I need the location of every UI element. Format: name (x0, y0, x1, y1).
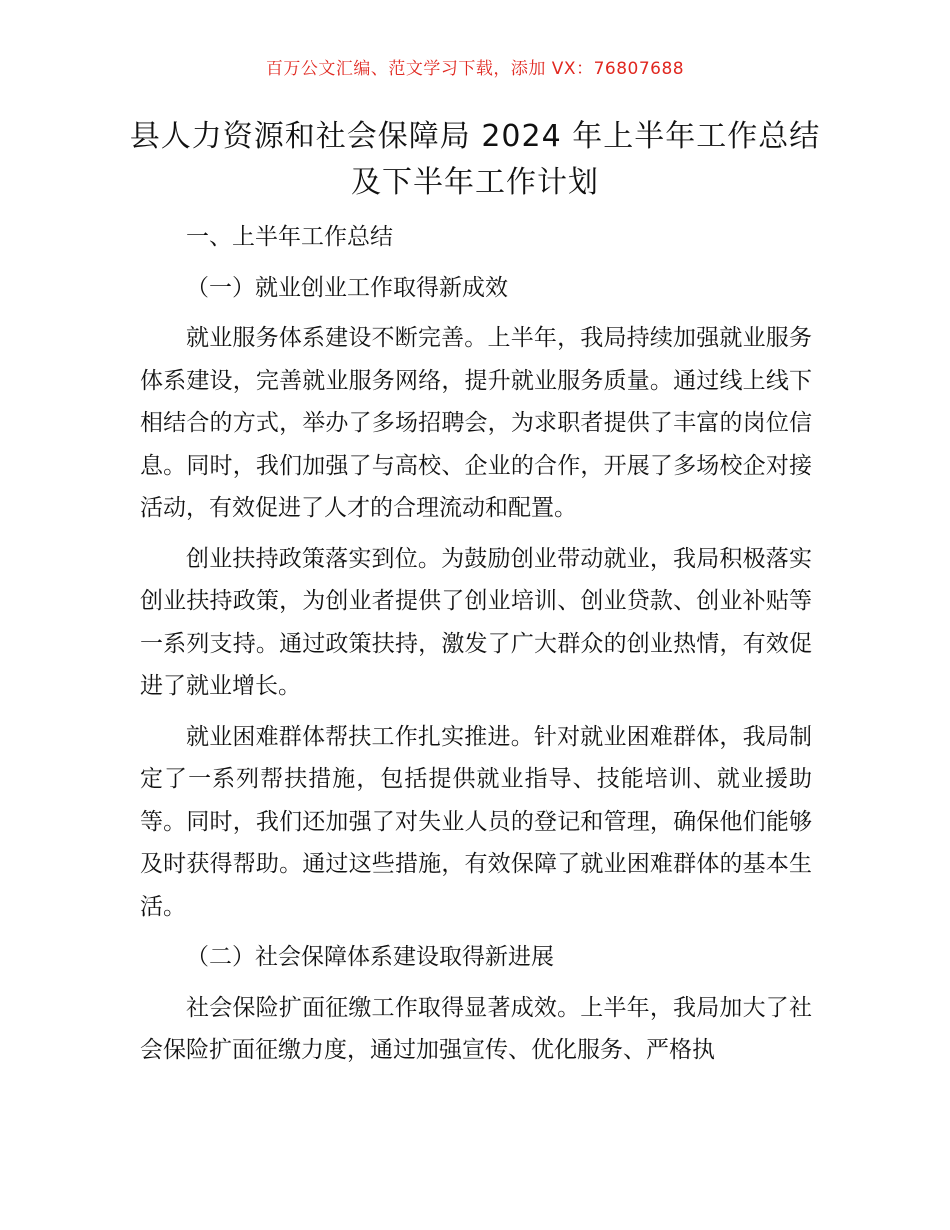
paragraph: 社会保险扩面征缴工作取得显著成效。上半年，我局加大了社会保险扩面征缴力度，通过加强宣传、优化服务、严格执 (140, 994, 812, 1063)
paragraph: 就业困难群体帮扶工作扎实推进。针对就业困难群体，我局制定了一系列帮扶措施，包括提供就业指导、技能培训、就业援助等。同时，我们还加强了对失业人员的登记和管理，确保他们能够及时获得帮助。通过这些措施，有效保障了就业困难群体的基本生活。 (140, 723, 812, 920)
subsection-heading-2: （二）社会保障体系建设取得新进展 (186, 944, 554, 970)
document-body (140, 216, 812, 1080)
watermark-banner: 百万公文汇编、范文学习下载，添加 VX：76807688 (265, 59, 685, 79)
section-heading-1: 一、上半年工作总结 (186, 224, 393, 250)
paragraph: 创业扶持政策落实到位。为鼓励创业带动就业，我局积极落实创业扶持政策，为创业者提供了创业培训、创业贷款、创业补贴等一系列支持。通过政策扶持，激发了广大群众的创业热情，有效促进了就业增长。 (140, 545, 812, 699)
paragraph: 就业服务体系建设不断完善。上半年，我局持续加强就业服务体系建设，完善就业服务网络，提升就业服务质量。通过线上线下相结合的方式，举办了多场招聘会，为求职者提供了丰富的岗位信息。同时，我们加强了与高校、企业的合作，开展了多场校企对接活动，有效促进了人才的合理流动和配置。 (140, 325, 812, 521)
subsection-heading-1: （一）就业创业工作取得新成效 (186, 274, 508, 301)
document-title: 县人力资源和社会保障局 2024 年上半年工作总结及下半年工作计划 (129, 119, 821, 200)
